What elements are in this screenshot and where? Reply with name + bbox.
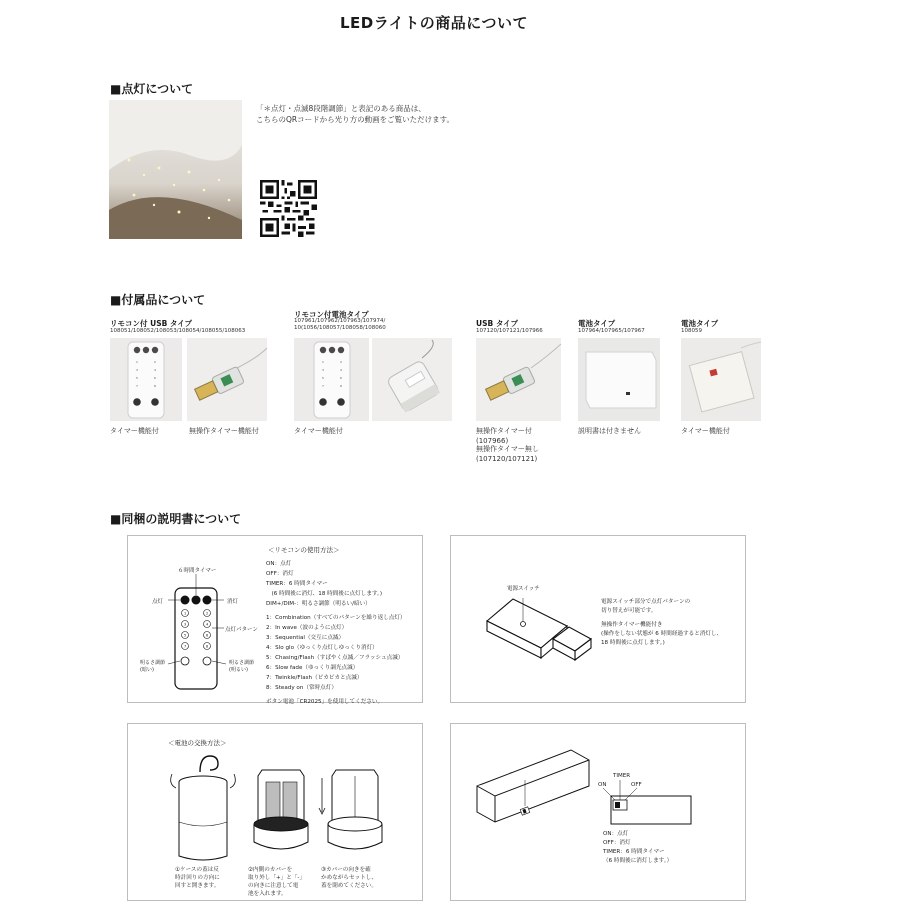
battery-box-line: ON：点灯 — [603, 831, 629, 837]
accessory-codes-3: 107120/107121/107966 — [476, 328, 543, 334]
remote-line: 1：Combination（すべてのパターンを繰り返し点灯） — [266, 615, 406, 621]
battery-box-on-label: ON — [598, 782, 607, 788]
svg-text:1: 1 — [184, 611, 187, 616]
remote-line: 8：Steady on（常時点灯） — [266, 685, 337, 691]
led-photo — [109, 100, 242, 239]
battery-box-lines — [603, 830, 672, 866]
remote-line: (6 時間後に消灯、18 時間後に点灯します。) — [266, 591, 383, 597]
accessory-codes-5: 108059 — [681, 328, 702, 334]
battery-change-title: ＜電池の交換方法＞ — [168, 739, 227, 747]
svg-text:6: 6 — [154, 376, 156, 380]
battery-box-photo-4 — [578, 338, 660, 421]
remote-line: TIMER：6 時間タイマー — [266, 581, 328, 587]
battery-box-line: TIMER：6 時間タイマー — [603, 849, 665, 855]
remote-line: 2：In wave（波のように点灯） — [266, 625, 348, 631]
section-heading-accessories: ■付属品について — [110, 293, 206, 307]
svg-text:7: 7 — [322, 384, 324, 388]
remote-line: 3：Sequential（交互に点滅） — [266, 635, 345, 641]
remote-photo-1 — [110, 338, 182, 421]
lighting-text — [256, 103, 454, 125]
svg-text:7: 7 — [184, 644, 187, 649]
accessory-caption-3a: 無操作タイマー付 (107966) — [476, 427, 532, 445]
remote-line: 6：Slow fade（ゆっくり調光点滅） — [266, 665, 359, 671]
usb-line: 18 時間後に点灯します。) — [601, 640, 665, 646]
svg-text:8: 8 — [340, 384, 342, 388]
usb-line: 無操作タイマー機能付き — [601, 622, 663, 628]
remote-manual-lines — [266, 559, 406, 707]
svg-text:2: 2 — [206, 611, 209, 616]
accessory-caption-4a: 説明書は付きません — [578, 427, 641, 435]
accessory-caption-3b: 無操作タイマー無し (107120/107121) — [476, 445, 539, 463]
accessory-title-4: 電池タイプ — [578, 319, 616, 328]
accessory-codes-1: 108051/108052/108053/108054/108055/108063 — [110, 328, 246, 334]
battery-box-card — [450, 723, 746, 901]
label-6h-timer: ６時間タイマー — [178, 568, 217, 574]
battery-step-1: ①ケースの蓋は反 時計回りの方向に 回すと開きます。 — [175, 867, 220, 889]
accessory-title-2: リモコン付電池タイプ — [294, 310, 369, 319]
label-brightness-dark: 明るさ調節 (暗い) — [140, 660, 166, 673]
battery-box-off-label: OFF — [631, 782, 642, 788]
svg-text:2: 2 — [154, 360, 156, 364]
accessory-title-5: 電池タイプ — [681, 319, 719, 328]
accessory-codes-4: 107964/107965/107967 — [578, 328, 645, 334]
accessory-title-3: USB タイプ — [476, 319, 518, 328]
svg-text:3: 3 — [184, 622, 187, 627]
qr-code-icon[interactable] — [260, 180, 317, 237]
accessory-caption-1a: タイマー機能付 — [110, 427, 159, 435]
svg-text:4: 4 — [340, 368, 342, 372]
remote-line: ボタン電池「CR2025」を使用してください。 — [266, 699, 384, 705]
usb-manual-card — [450, 535, 746, 703]
battery-step-3: ③カバーの向きを確 かめながらセットし、 蓋を閉めてください。 — [321, 867, 377, 889]
battery-box-timer-label: TIMER — [613, 773, 631, 779]
svg-text:6: 6 — [340, 376, 342, 380]
usb-line: 切り替えが可能です。 — [601, 608, 657, 614]
battery-box-photo-5 — [681, 338, 761, 421]
svg-text:3: 3 — [136, 368, 138, 372]
label-pattern: 点灯パターン — [225, 627, 258, 633]
svg-text:8: 8 — [154, 384, 156, 388]
section-heading-manual: ■同梱の説明書について — [110, 512, 242, 526]
remote-line: 7：Twinkle/Flash（ピカピカと点滅） — [266, 675, 363, 681]
accessory-codes-2: 107961/107962/107963/107974/ 10⁠(1056/108057/108058/108060 — [294, 318, 386, 331]
usb-line: (操作をしない状態が 6 時間経過すると消灯し、 — [601, 631, 723, 637]
battery-box-line: （6 時間後に消灯します。） — [603, 858, 673, 864]
svg-text:5: 5 — [184, 633, 187, 638]
svg-text:2: 2 — [340, 360, 342, 364]
battery-change-card — [127, 723, 423, 901]
usb-photo-3 — [476, 338, 561, 421]
battery-box-line: OFF：消灯 — [603, 840, 631, 846]
remote-line: 5：Chasing/Flash（すばやく点滅／フラッシュ点滅） — [266, 655, 404, 661]
section-heading-lighting: ■点灯について — [110, 82, 194, 96]
svg-text:8: 8 — [206, 644, 209, 649]
remote-line: 4：Slo glo（ゆっくり点灯しゆっくり消灯） — [266, 645, 378, 651]
accessory-caption-5a: タイマー機能付 — [681, 427, 730, 435]
page-title: LEDライトの商品について — [339, 14, 528, 32]
accessory-title-1: リモコン付 USB タイプ — [110, 319, 193, 328]
label-on: 点灯 — [152, 599, 164, 605]
usb-photo-1 — [187, 338, 267, 421]
battery-step-2: ②内側のカバーを 取り外し「+」と「-」 の向きに注意して電 池を入れます。 — [248, 867, 306, 897]
remote-line: OFF：消灯 — [266, 571, 294, 577]
accessory-caption-1b: 無操作タイマー機能付 — [189, 427, 259, 435]
accessory-caption-2a: タイマー機能付 — [294, 427, 343, 435]
usb-line: 電源スイッチ部分で点灯パターンの — [601, 599, 691, 605]
svg-text:1: 1 — [136, 360, 138, 364]
lighting-text-line-2: こちらのQRコードから光り方の動画をご覧いただけます。 — [256, 115, 455, 124]
battery-case-photo-2 — [372, 338, 452, 421]
battery-box-diagram — [451, 724, 747, 902]
svg-text:4: 4 — [206, 622, 209, 627]
svg-text:5: 5 — [322, 376, 324, 380]
remote-manual-title: ＜リモコンの使用方法＞ — [268, 546, 340, 554]
usb-switch-label: 電源スイッチ — [507, 586, 540, 592]
svg-text:5: 5 — [136, 376, 138, 380]
svg-text:6: 6 — [206, 633, 209, 638]
svg-text:3: 3 — [322, 368, 324, 372]
usb-manual-lines — [601, 598, 722, 648]
lighting-text-line-1: 「＊点灯・点滅8段階調節」と表記のある商品は、 — [256, 104, 426, 113]
svg-text:4: 4 — [154, 368, 156, 372]
remote-line: ON：点灯 — [266, 561, 292, 567]
svg-text:7: 7 — [136, 384, 138, 388]
remote-line: DIM+/DIM-：明るさ調節（明るい/暗い） — [266, 601, 371, 607]
label-brightness-bright: 明るさ調節 (明るい) — [229, 660, 255, 673]
svg-text:1: 1 — [322, 360, 324, 364]
label-off: 消灯 — [227, 599, 239, 605]
remote-photo-2 — [294, 338, 369, 421]
remote-manual-card — [127, 535, 423, 703]
